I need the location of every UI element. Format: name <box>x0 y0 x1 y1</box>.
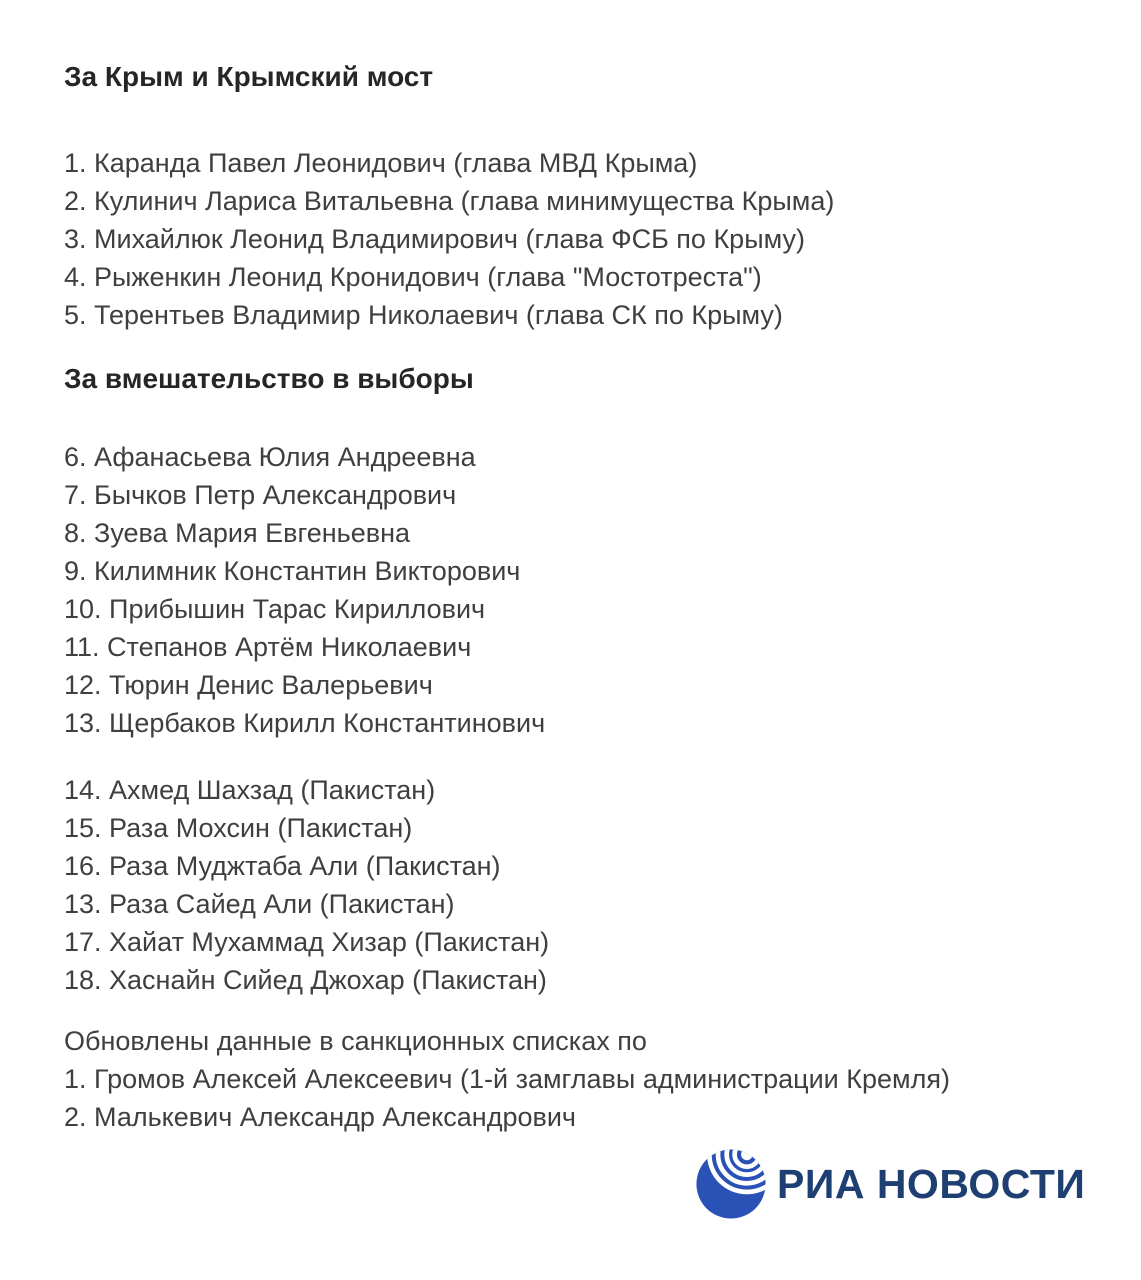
list-item: 6. Афанасьева Юлия Андреевна <box>64 442 476 472</box>
list-item: 17. Хайат Мухаммад Хизар (Пакистан) <box>64 927 550 957</box>
list-item: 2. Кулинич Лариса Витальевна (глава минимущества Крыма) <box>64 186 835 216</box>
updated-intro: Обновлены данные в санкционных списках по <box>64 1026 647 1056</box>
list-item: 11. Степанов Артём Николаевич <box>64 632 472 662</box>
list-item: 3. Михайлюк Леонид Владимирович (глава ФСБ по Крыму) <box>64 224 805 254</box>
list-item: 2. Малькевич Александр Александрович <box>64 1102 576 1132</box>
section-heading-elections: За вмешательство в выборы <box>64 363 474 394</box>
sanctions-list-pakistan <box>64 771 1084 999</box>
sanctions-list-crimea <box>64 144 1084 334</box>
list-item: 14. Ахмед Шахзад (Пакистан) <box>64 775 436 805</box>
updated-list <box>64 1060 1084 1136</box>
list-item: 1. Каранда Павел Леонидович (глава МВД Крыма) <box>64 148 698 178</box>
ria-novosti-wordmark: РИА НОВОСТИ <box>777 1160 1086 1207</box>
list-item: 15. Раза Мохсин (Пакистан) <box>64 813 413 843</box>
list-item: 1. Громов Алексей Алексеевич (1-й замглавы администрации Кремля) <box>64 1064 950 1094</box>
list-item: 9. Килимник Константин Викторович <box>64 556 521 586</box>
globe-icon <box>695 1148 767 1220</box>
list-item: 16. Раза Муджтаба Али (Пакистан) <box>64 851 501 881</box>
list-item: 13. Раза Сайед Али (Пакистан) <box>64 889 455 919</box>
list-item: 4. Рыженкин Леонид Кронидович (глава "Мостотреста") <box>64 262 762 292</box>
list-item: 12. Тюрин Денис Валерьевич <box>64 670 433 700</box>
document-body <box>64 60 1084 1136</box>
section-heading-crimea: За Крым и Крымский мост <box>64 61 434 92</box>
sanctions-list-elections <box>64 438 1084 742</box>
list-item: 7. Бычков Петр Александрович <box>64 480 457 510</box>
ria-novosti-logo <box>695 1148 1085 1220</box>
list-item: 18. Хаснайн Сийед Джохар (Пакистан) <box>64 965 547 995</box>
list-item: 5. Терентьев Владимир Николаевич (глава СК по Крыму) <box>64 300 783 330</box>
list-item: 13. Щербаков Кирилл Константинович <box>64 708 546 738</box>
list-item: 10. Прибышин Тарас Кириллович <box>64 594 486 624</box>
list-item: 8. Зуева Мария Евгеньевна <box>64 518 411 548</box>
updated-section <box>64 1022 1084 1136</box>
